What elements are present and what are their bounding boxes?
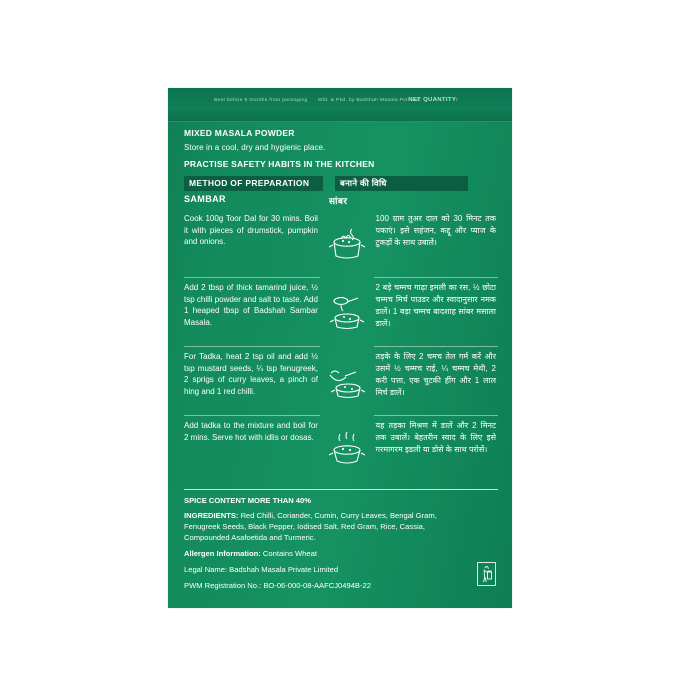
tadka-pan-icon — [325, 361, 369, 401]
keep-city-clean-icon — [477, 562, 496, 586]
dish-title-hi: सांबर — [329, 196, 348, 206]
dish-titles — [184, 194, 498, 207]
pot-cooking-icon — [325, 225, 369, 265]
step-4-english: Add tadka to the mixture and boil for 2 mins. Serve hot with idlis or dosas. — [184, 415, 320, 484]
step-4-icon-cell — [325, 416, 369, 484]
step-3-english: For Tadka, heat 2 tsp oil and add ½ tsp mustard seeds, ¼ tsp fenugreek, 2 sprigs of curry leaves, a pinch of hing and 1 red chilli. — [184, 346, 320, 415]
storage-instruction: Store in a cool, dry and hygienic place. — [184, 143, 326, 152]
top-strip-left-text: Best before 9 months from packaging — [214, 97, 308, 103]
product-type-heading: MIXED MASALA POWDER — [184, 128, 295, 138]
pwm-registration-line: PWM Registration No.: BO-06-000-08-AAFCJ0494B-22 — [184, 581, 371, 590]
ingredients-line — [184, 510, 498, 543]
step-2-icon-cell — [325, 280, 369, 348]
safety-habits-line: PRACTISE SAFETY HABITS IN THE KITCHEN — [184, 159, 375, 169]
package-back-panel — [184, 128, 498, 598]
dish-title-en: SAMBAR — [184, 194, 226, 204]
allergen-label: Allergen Information: — [184, 549, 261, 558]
allergen-value: Contains Wheat — [262, 549, 317, 558]
steps-column-icons — [320, 212, 374, 484]
method-heading-hi: बनाने की विधि — [335, 176, 468, 191]
top-strip-net-quantity-label: NET QUANTITY: — [408, 97, 458, 103]
steps-column-hindi — [374, 212, 498, 484]
spice-content-line: SPICE CONTENT MORE THAN 40% — [184, 496, 311, 505]
product-package — [168, 88, 512, 608]
steps-column-english — [184, 212, 320, 484]
step-1-english: Cook 100g Toor Dal for 30 mins. Boil it with pieces of drumstick, pumpkin and onions. — [184, 214, 318, 246]
spoon-pour-icon — [325, 293, 369, 333]
serving-bowl-icon — [325, 429, 369, 469]
package-top-divider — [168, 121, 512, 122]
legal-name-line: Legal Name: Badshah Masala Private Limited — [184, 565, 339, 574]
package-top-flap — [168, 88, 512, 122]
method-heading-bars — [184, 176, 498, 191]
step-3-icon-cell — [325, 348, 369, 416]
method-heading-en: METHOD OF PREPARATION — [184, 176, 323, 191]
step-3-hindi: तड़के के लिए 2 चमच तेल गर्म करें और उसमें ½ चम्मच राई, ¼ चम्मच मेथी, 2 करी पत्ता, एक चुटकी हींग और 1 लाल मिर्च डालें। — [374, 346, 498, 415]
step-2-english: Add 2 tbsp of thick tamarind juice, ½ tsp chilli powder and salt to taste. Add 1 heaped tbsp of Badshah Sambar Masala. — [184, 277, 320, 346]
step-1-hindi: 100 ग्राम तुअर दाल को 30 मिनट तक पकाएं। इसे सहंजन, कद्दू और प्याज के टुकड़ों के साथ उबालें। — [375, 214, 496, 247]
preparation-steps — [184, 212, 498, 484]
ingredients-label: INGREDIENTS: — [184, 511, 239, 520]
top-strip-middle-text: Mfd. & Pkd. by Badshah Masala Pvt. Ltd. — [318, 97, 421, 103]
step-1-icon-cell — [325, 212, 369, 280]
product-info-block — [184, 489, 498, 596]
allergen-line — [184, 548, 498, 559]
step-4-hindi: यह तड़का मिश्रण में डालें और 2 मिनट तक उबालें। बेहतरीन स्वाद के लिए इसे गरमागरम इडली या डोसे के साथ परोसें। — [374, 415, 498, 484]
step-2-hindi: 2 बड़े चम्मच गाढ़ा इमली का रस, ½ छोटा चम्मच मिर्च पाउडर और स्वादानुसार नमक डालें। 1 बड़ा चम्मच बादशाह सांबर मसाला डालें। — [374, 277, 498, 346]
ingredients-value: Red Chilli, Coriander, Cumin, Curry Leaves, Bengal Gram, Fenugreek Seeds, Black Pepper, Iodised Salt, Red Gram, Rice, Cassia, Compounded Asafoetida and Turmeric. — [184, 511, 437, 542]
